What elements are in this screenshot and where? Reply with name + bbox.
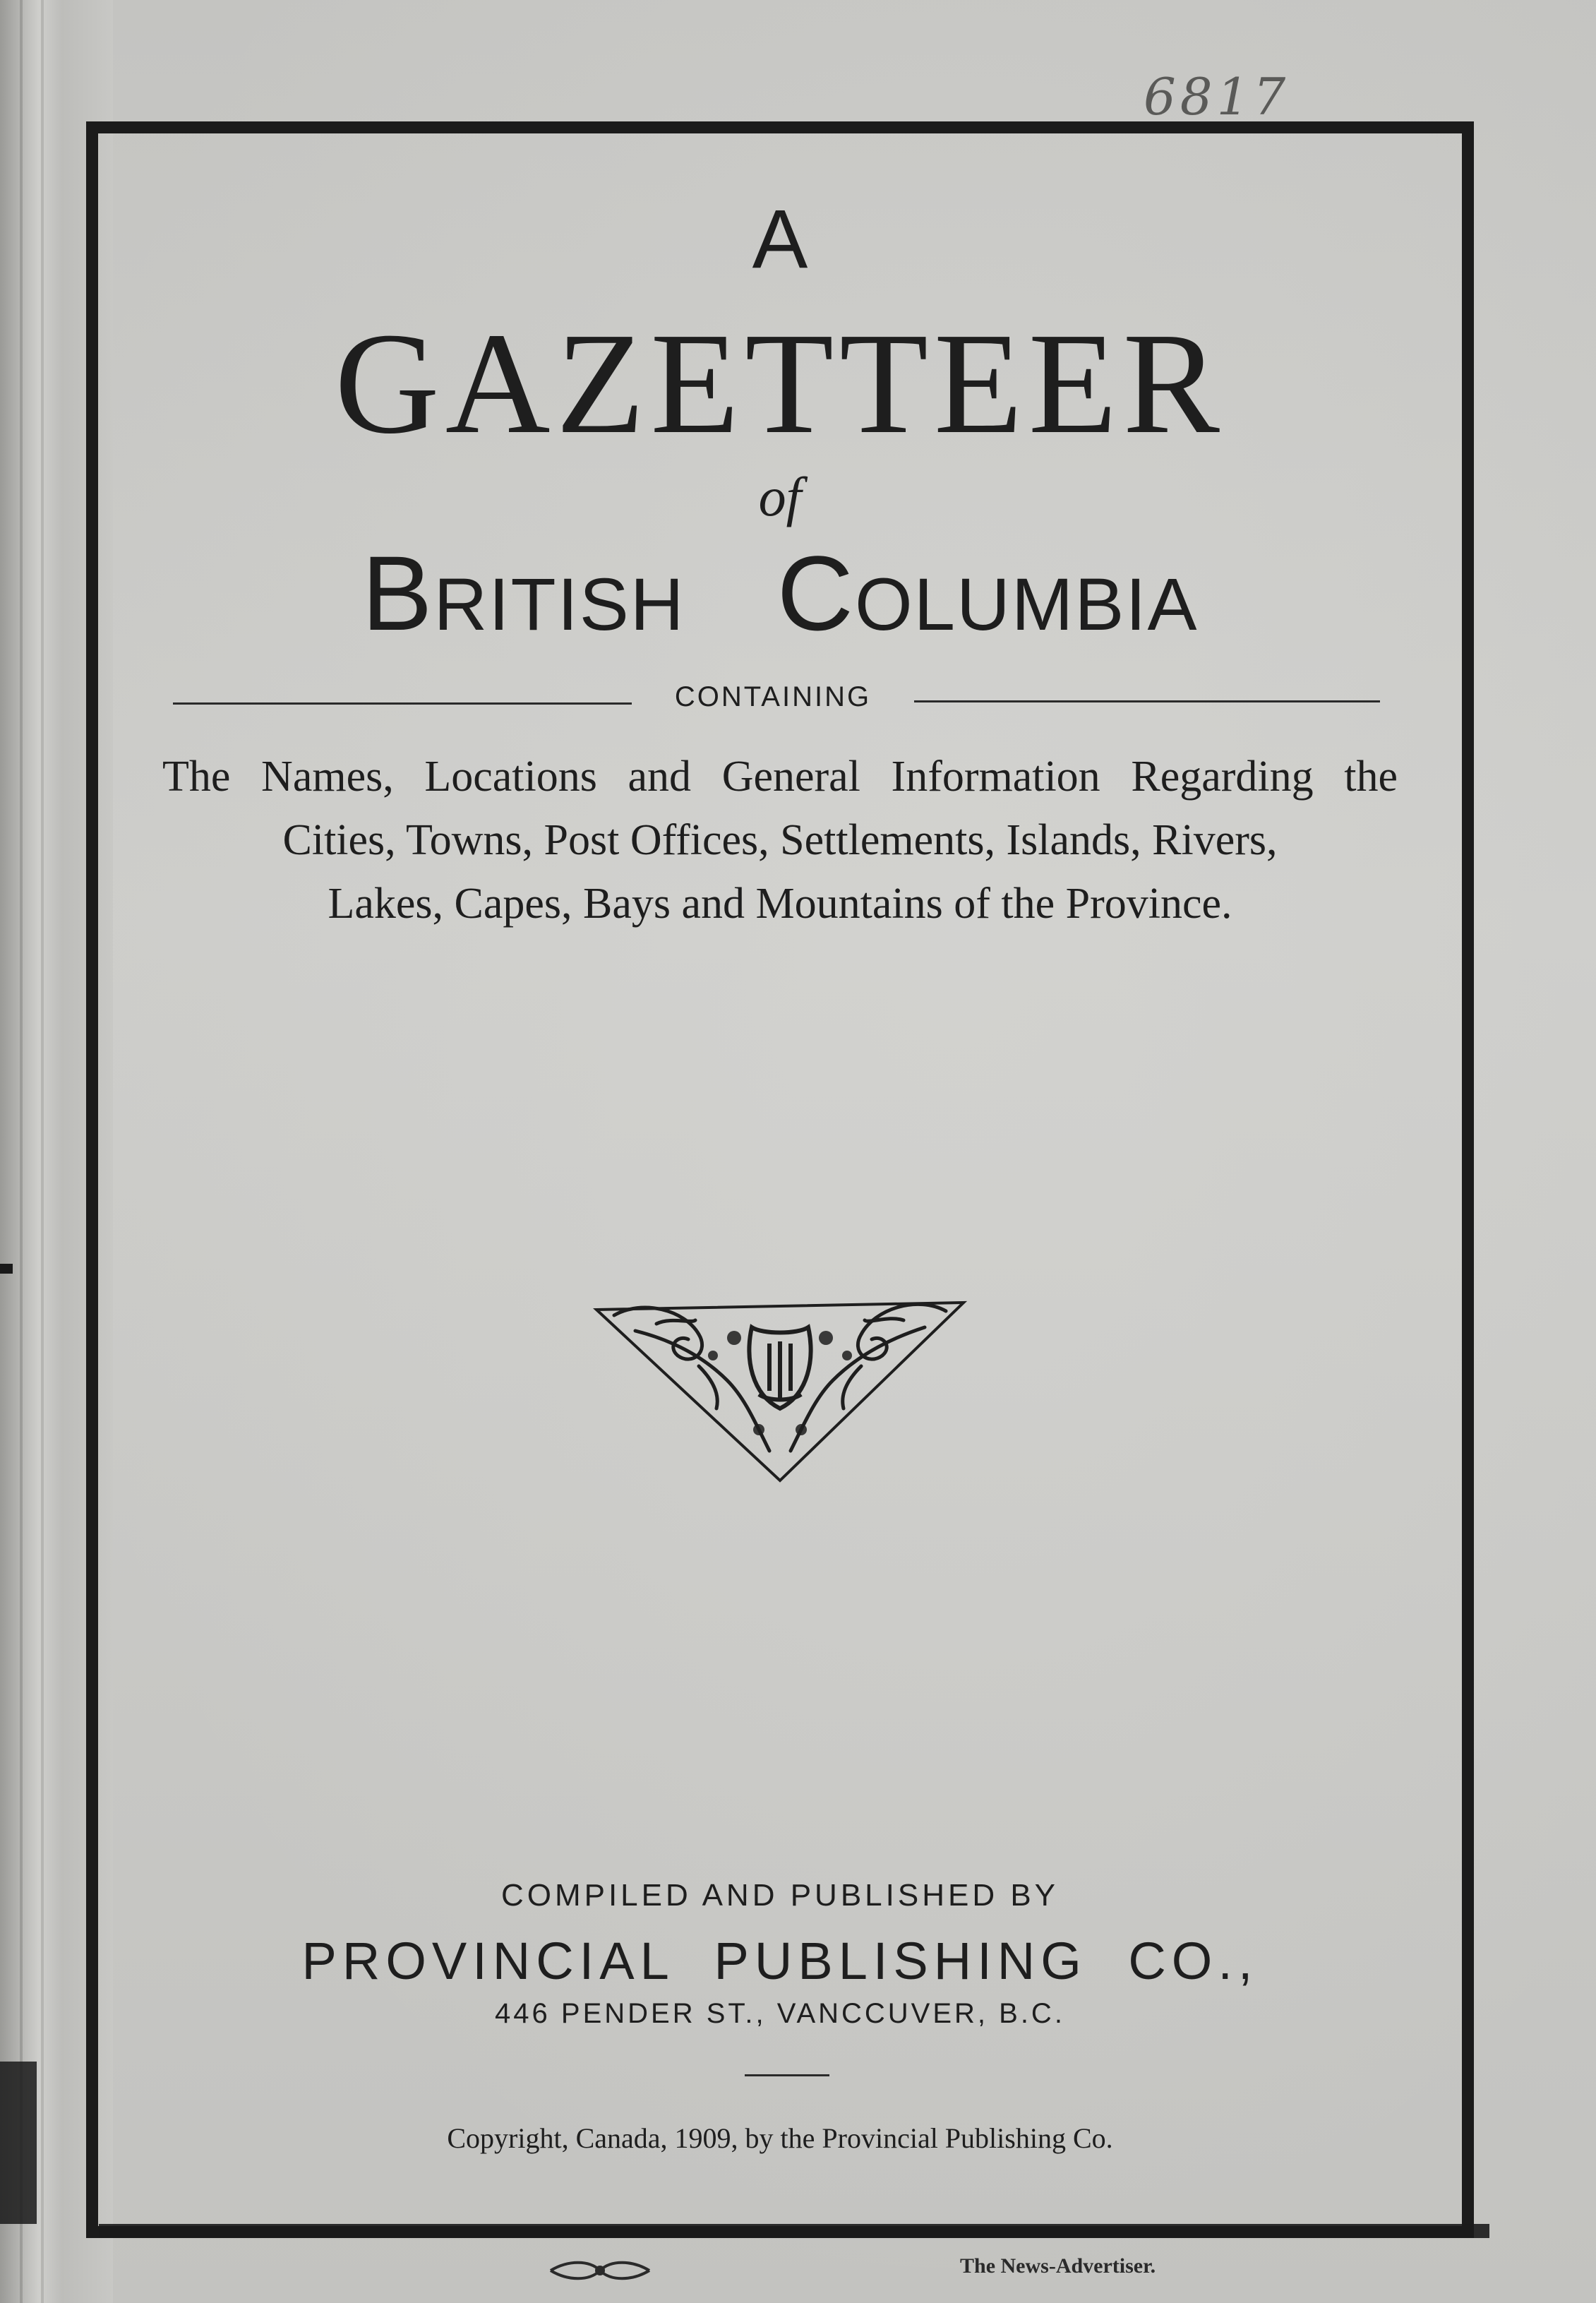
- title-subject-word-1: British: [361, 534, 685, 652]
- containing-label: CONTAINING: [674, 681, 872, 712]
- compiled-by-line: COMPILED AND PUBLISHED BY: [500, 1878, 1060, 1913]
- edge-mark: [0, 1264, 13, 1274]
- publisher-address: 446 PENDER ST., VANCCUVER, B.C.: [495, 1998, 1065, 2029]
- binding-crease: [20, 0, 23, 2303]
- edge-mark: [0, 2062, 37, 2224]
- binding-crease: [41, 0, 44, 2303]
- title-of: of: [758, 466, 802, 527]
- title-main: GAZETTEER: [335, 302, 1225, 464]
- description-block: [162, 745, 1398, 935]
- containing-divider: [173, 678, 1380, 720]
- printer-ornament-icon: [547, 2259, 653, 2283]
- page-border-bottom: [99, 2224, 1489, 2238]
- description-line: Lakes, Capes, Bays and Mountains of the Province.: [328, 880, 1232, 928]
- divider-rule-left: [173, 702, 632, 705]
- description-line: The Names, Locations and General Information Regarding the: [162, 753, 1398, 801]
- description-line: Cities, Towns, Post Offices, Settlements, Islands, Rivers,: [282, 816, 1278, 864]
- lyre-ornament-icon: [593, 1296, 967, 1486]
- copyright-notice: Copyright, Canada, 1909, by the Provincial Publishing Co.: [447, 2122, 1113, 2154]
- handwritten-catalog-number: 6817: [1144, 67, 1290, 126]
- divider-rule-right: [914, 700, 1380, 702]
- publisher-name: PROVINCIAL PUBLISHING CO.,: [301, 1932, 1259, 1990]
- title-article: A: [752, 193, 808, 286]
- title-subject-word-2: Columbia: [776, 534, 1199, 652]
- short-divider: [745, 2074, 829, 2076]
- title-subject: [113, 534, 1447, 652]
- printer-imprint: [452, 2249, 1156, 2291]
- printer-mark: The News-Advertiser.: [960, 2254, 1156, 2278]
